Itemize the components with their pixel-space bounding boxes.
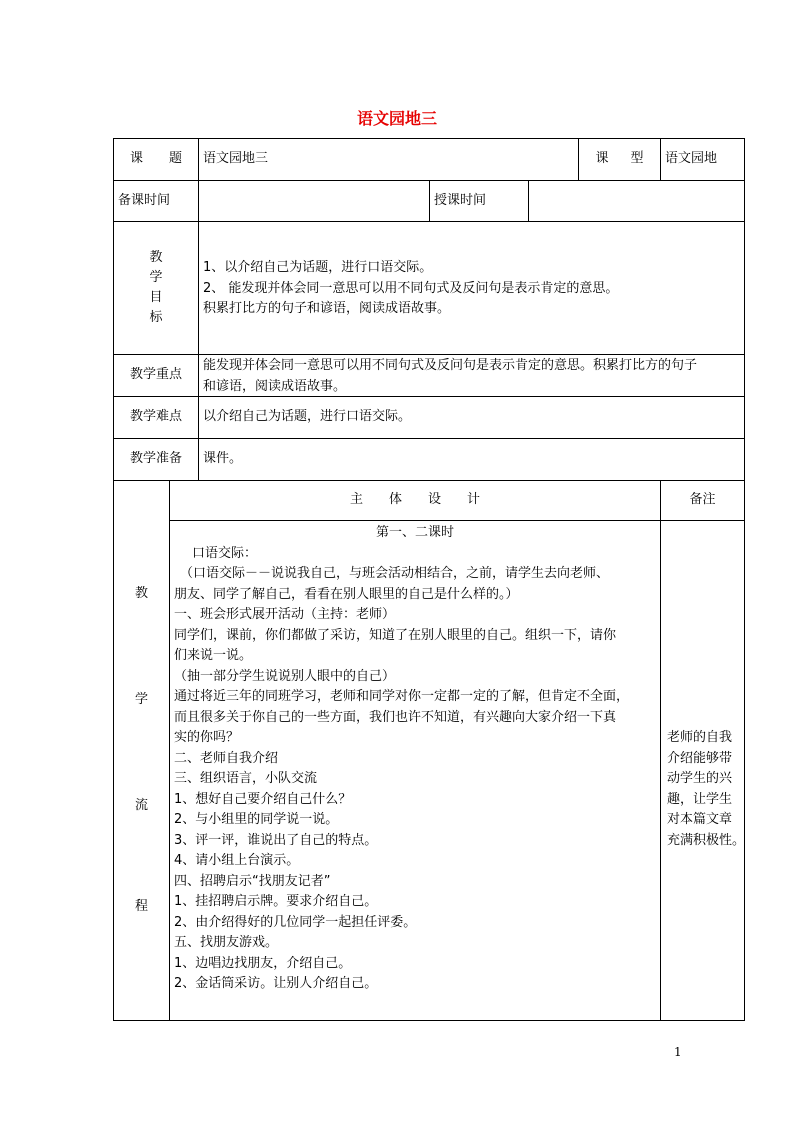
note-line: 动学生的兴 — [667, 771, 733, 786]
goals-label-cell — [113, 221, 199, 355]
type-value-cell — [660, 138, 745, 181]
design-content-cell — [169, 520, 661, 1021]
goals-label-char: 学 — [149, 270, 163, 285]
topic-value: 语文园地三 — [203, 151, 269, 167]
process-label-char: 流 — [134, 798, 148, 813]
process-line: 二、老师自我介绍 — [174, 750, 279, 766]
notes-header: 备注 — [689, 492, 716, 508]
notes-header-cell — [660, 480, 745, 521]
type-label-char-1: 课 — [595, 151, 609, 167]
prep-time-value-cell — [198, 180, 430, 222]
preparation-content-cell — [198, 438, 745, 481]
process-label-cell — [113, 480, 170, 1021]
prep-time-label-cell — [113, 180, 199, 222]
note-line: 对本篇文章 — [667, 812, 733, 827]
topic-label-char-1: 课 — [129, 151, 143, 167]
note-line: 老师的自我 — [667, 730, 733, 745]
key-points-line: 和谚语，阅读成语故事。 — [203, 378, 347, 394]
process-line: （抽一部分学生说说别人眼中的自己） — [174, 668, 396, 684]
period-title: 第一、二课时 — [375, 525, 454, 540]
process-line: 朋友、同学了解自己，看看在别人眼里的自己是什么样的。） — [174, 586, 519, 602]
process-line: 1、边唱边找朋友，介绍自己。 — [174, 955, 352, 971]
page-number: 1 — [674, 1045, 682, 1059]
process-line: 三、组织语言，小队交流 — [174, 771, 318, 786]
process-line: 1、挂招聘启示牌。要求介绍自己。 — [174, 894, 378, 909]
process-line: 通过将近三年的同班学习，老师和同学对你一定都一定的了解，但肯定不全面， — [174, 689, 630, 704]
document-title: 语文园地三 — [356, 109, 437, 128]
type-value: 语文园地 — [665, 151, 718, 167]
notes-content-cell — [660, 520, 745, 1021]
teach-time-label-cell — [429, 180, 529, 222]
note-line: 介绍能够带 — [667, 750, 733, 766]
process-line: 4、请小组上台演示。 — [174, 853, 300, 868]
goals-content-cell — [198, 221, 745, 355]
type-label-char-2: 型 — [630, 151, 644, 167]
difficulties-label-cell — [113, 396, 199, 439]
goals-label-char: 教 — [149, 250, 163, 265]
process-line: 口语交际： — [192, 545, 258, 561]
difficulties-text: 以介绍自己为话题，进行口语交际。 — [203, 409, 412, 425]
note-line: 趣，让学生 — [667, 791, 733, 807]
process-line: 四、招聘启示“找朋友记者” — [174, 873, 331, 889]
preparation-label: 教学准备 — [129, 451, 182, 467]
process-line: 1、想好自己要介绍自己什么？ — [174, 791, 352, 807]
key-points-label-cell — [113, 354, 199, 397]
process-label-char: 程 — [134, 899, 148, 914]
process-line: 2、金话筒采访。让别人介绍自己。 — [174, 976, 378, 991]
process-line: 同学们，课前，你们都做了采访，知道了在别人眼里的自己。组织一下，请你 — [174, 627, 617, 643]
process-line: 五、找朋友游戏。 — [174, 935, 279, 950]
note-line: 充满积极性。 — [667, 832, 746, 848]
goal-line: 1、以介绍自己为话题，进行口语交际。 — [203, 260, 433, 275]
process-line: （口语交际－－说说我自己，与班会活动相结合，之前，请学生去向老师、 — [180, 566, 610, 581]
key-points-line: 能发现并体会同一意思可以用不同句式及反问句是表示肯定的意思。积累打比方的句子 — [203, 358, 698, 373]
goals-label-char: 目 — [149, 290, 163, 305]
topic-label-cell — [113, 138, 199, 181]
process-line: 们来说一说。 — [174, 648, 253, 663]
process-line: 3、评一评，谁说出了自己的特点。 — [174, 832, 378, 848]
process-line: 2、由介绍得好的几位同学一起担任评委。 — [174, 914, 417, 930]
design-header-cell — [169, 480, 661, 521]
key-points-label: 教学重点 — [129, 367, 182, 383]
type-label-cell — [578, 138, 661, 181]
difficulties-label: 教学难点 — [129, 409, 182, 425]
goal-line: 积累打比方的句子和谚语，阅读成语故事。 — [203, 301, 451, 316]
topic-value-cell — [198, 138, 579, 181]
process-line: 一、班会形式展开活动（主持：老师） — [174, 607, 396, 622]
goals-label-char: 标 — [149, 310, 163, 325]
preparation-text: 课件。 — [203, 451, 243, 467]
process-line: 实的你吗？ — [174, 730, 240, 745]
design-header: 主 体 设 计 — [349, 492, 480, 508]
process-line: 而且很多关于你自己的一些方面，我们也许不知道，有兴趣向大家介绍一下真 — [174, 709, 617, 725]
key-points-content-cell — [198, 354, 745, 397]
prep-time-label: 备课时间 — [118, 192, 171, 208]
teach-time-label: 授课时间 — [434, 192, 487, 208]
preparation-label-cell — [113, 438, 199, 481]
difficulties-content-cell — [198, 396, 745, 439]
goal-line: 2、 能发现并体会同一意思可以用不同句式及反问句是表示肯定的意思。 — [203, 280, 619, 296]
teach-time-value-cell — [528, 180, 745, 222]
process-label-char: 教 — [134, 586, 148, 601]
process-line: 2、与小组里的同学说一说。 — [174, 812, 339, 827]
process-label-char: 学 — [134, 692, 148, 707]
topic-label-char-2: 题 — [169, 151, 183, 167]
